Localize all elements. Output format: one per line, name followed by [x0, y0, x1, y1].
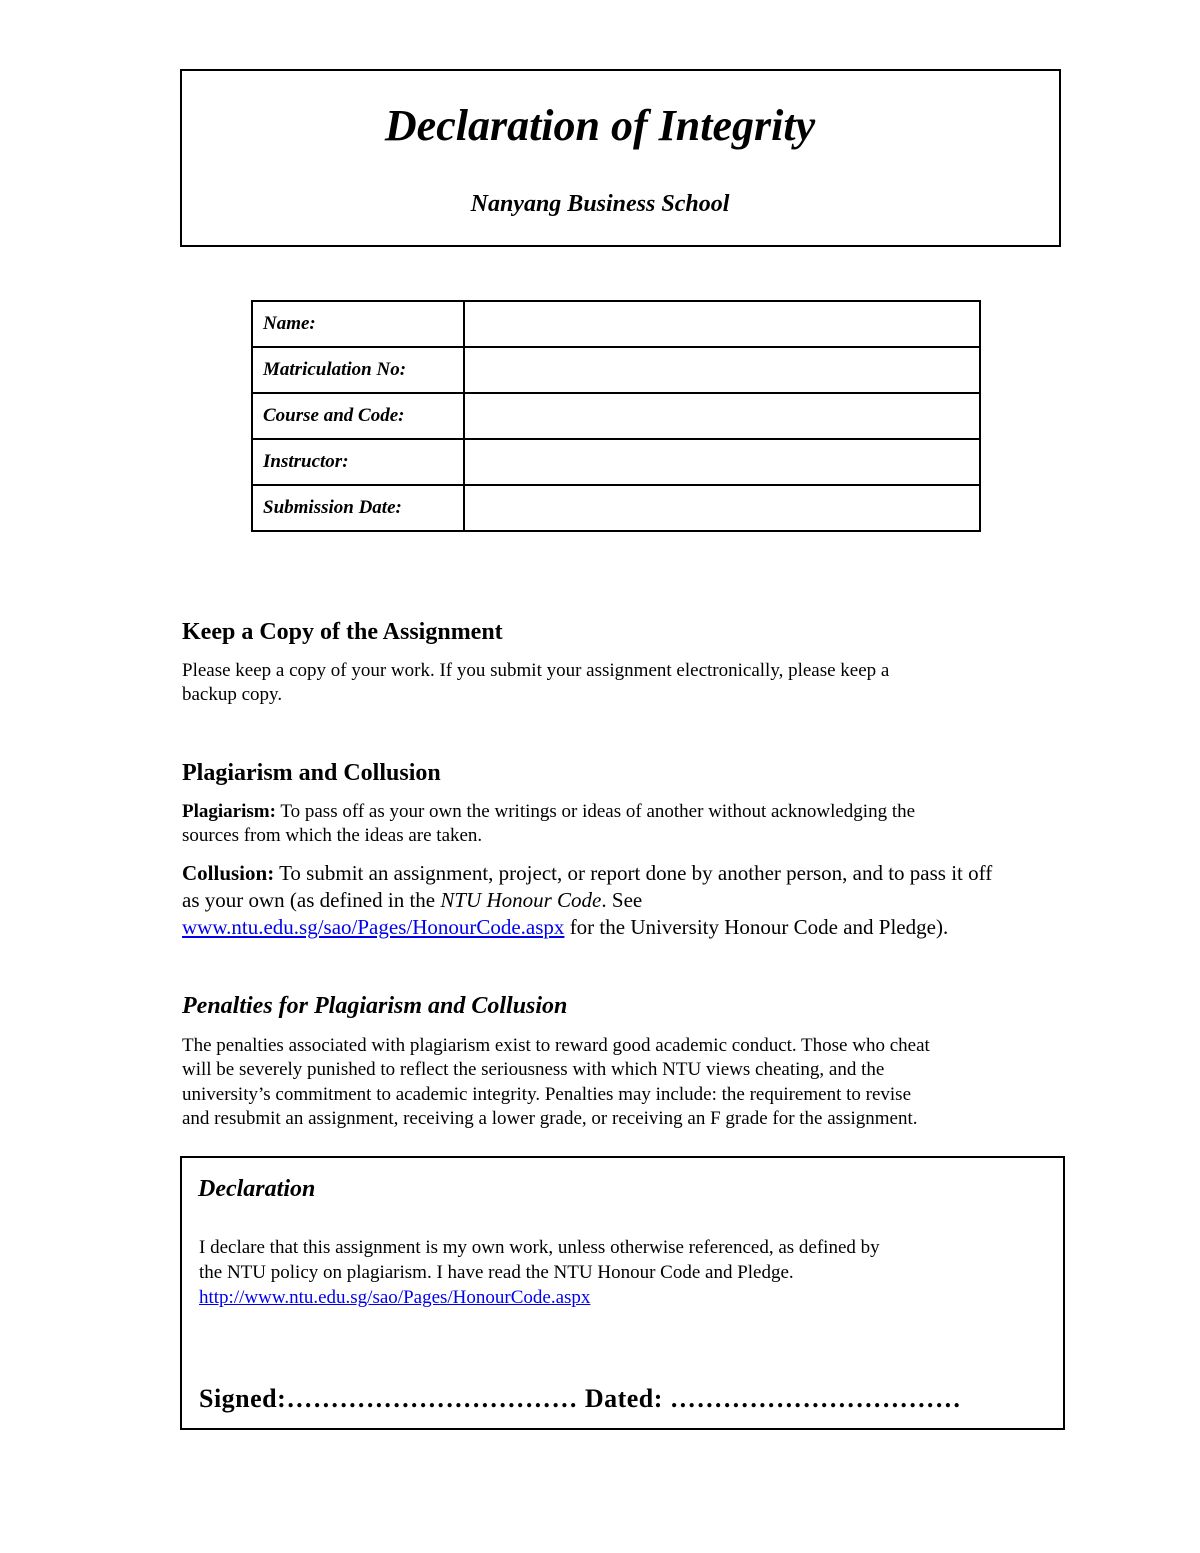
title-box [180, 69, 1061, 247]
plagiarism-term: Plagiarism: [182, 801, 276, 822]
page-title: Declaration of Integrity [384, 101, 816, 150]
collusion-definition-cont [182, 914, 948, 941]
signature-line [199, 1386, 961, 1412]
penalties-line: and resubmit an assignment, receiving a lower grade, or receiving an F grade for the assignment. [182, 1108, 918, 1129]
keep-copy-line: backup copy. [182, 684, 283, 705]
name-label: Name: [252, 301, 464, 347]
dated-label: Dated: [577, 1384, 670, 1413]
course-label: Course and Code: [252, 393, 464, 439]
table-row [252, 439, 980, 485]
keep-copy-line: Please keep a copy of your work. If you submit your assignment electronically, please keep a [182, 660, 890, 681]
penalties-line: The penalties associated with plagiarism exist to reward good academic conduct. Those who cheat [182, 1035, 930, 1056]
collusion-text: . See [601, 888, 643, 912]
collusion-definition [182, 860, 992, 887]
honour-code-link[interactable]: www.ntu.edu.sg/sao/Pages/HonourCode.aspx [182, 915, 565, 939]
plagiarism-definition [182, 800, 915, 825]
table-row [252, 301, 980, 347]
collusion-text: for the University Honour Code and Pledge). [564, 915, 949, 939]
signature-field[interactable]: …………………………… [286, 1384, 578, 1413]
signed-label: Signed: [199, 1384, 287, 1413]
declaration-line: the NTU policy on plagiarism. I have read the NTU Honour Code and Pledge. [199, 1262, 794, 1283]
matric-field[interactable] [464, 347, 980, 393]
collusion-text: To submit an assignment, project, or report done by another person, and to pass it off [274, 861, 993, 885]
date-field[interactable]: …………………………… [669, 1384, 962, 1413]
plagiarism-heading: Plagiarism and Collusion [182, 760, 441, 786]
table-row [252, 347, 980, 393]
declaration-line: I declare that this assignment is my own work, unless otherwise referenced, as defined by [199, 1237, 880, 1258]
keep-copy-heading: Keep a Copy of the Assignment [182, 619, 503, 645]
submission-date-field[interactable] [464, 485, 980, 531]
penalties-line: university’s commitment to academic integrity. Penalties may include: the requirement to revise [182, 1084, 912, 1105]
instructor-label: Instructor: [252, 439, 464, 485]
penalties-line: will be severely punished to reflect the seriousness with which NTU views cheating, and the [182, 1059, 885, 1080]
table-row [252, 393, 980, 439]
plagiarism-definition-cont: sources from which the ideas are taken. [182, 825, 483, 846]
declaration-honour-code-link[interactable]: http://www.ntu.edu.sg/sao/Pages/HonourCode.aspx [199, 1287, 591, 1308]
plagiarism-text: To pass off as your own the writings or ideas of another without acknowledging the [275, 801, 916, 822]
honour-code-ref: NTU Honour Code [440, 888, 602, 912]
matric-label: Matriculation No: [252, 347, 464, 393]
instructor-field[interactable] [464, 439, 980, 485]
penalties-heading: Penalties for Plagiarism and Collusion [182, 993, 568, 1019]
student-info-table [251, 300, 981, 532]
table-row [252, 485, 980, 531]
course-field[interactable] [464, 393, 980, 439]
collusion-term: Collusion: [182, 861, 275, 885]
collusion-text: as your own (as defined in the [182, 888, 441, 912]
collusion-definition-cont [182, 887, 642, 914]
name-field[interactable] [464, 301, 980, 347]
page-subtitle: Nanyang Business School [470, 191, 730, 217]
submission-date-label: Submission Date: [252, 485, 464, 531]
declaration-text [199, 1235, 880, 1310]
declaration-heading: Declaration [198, 1176, 316, 1202]
